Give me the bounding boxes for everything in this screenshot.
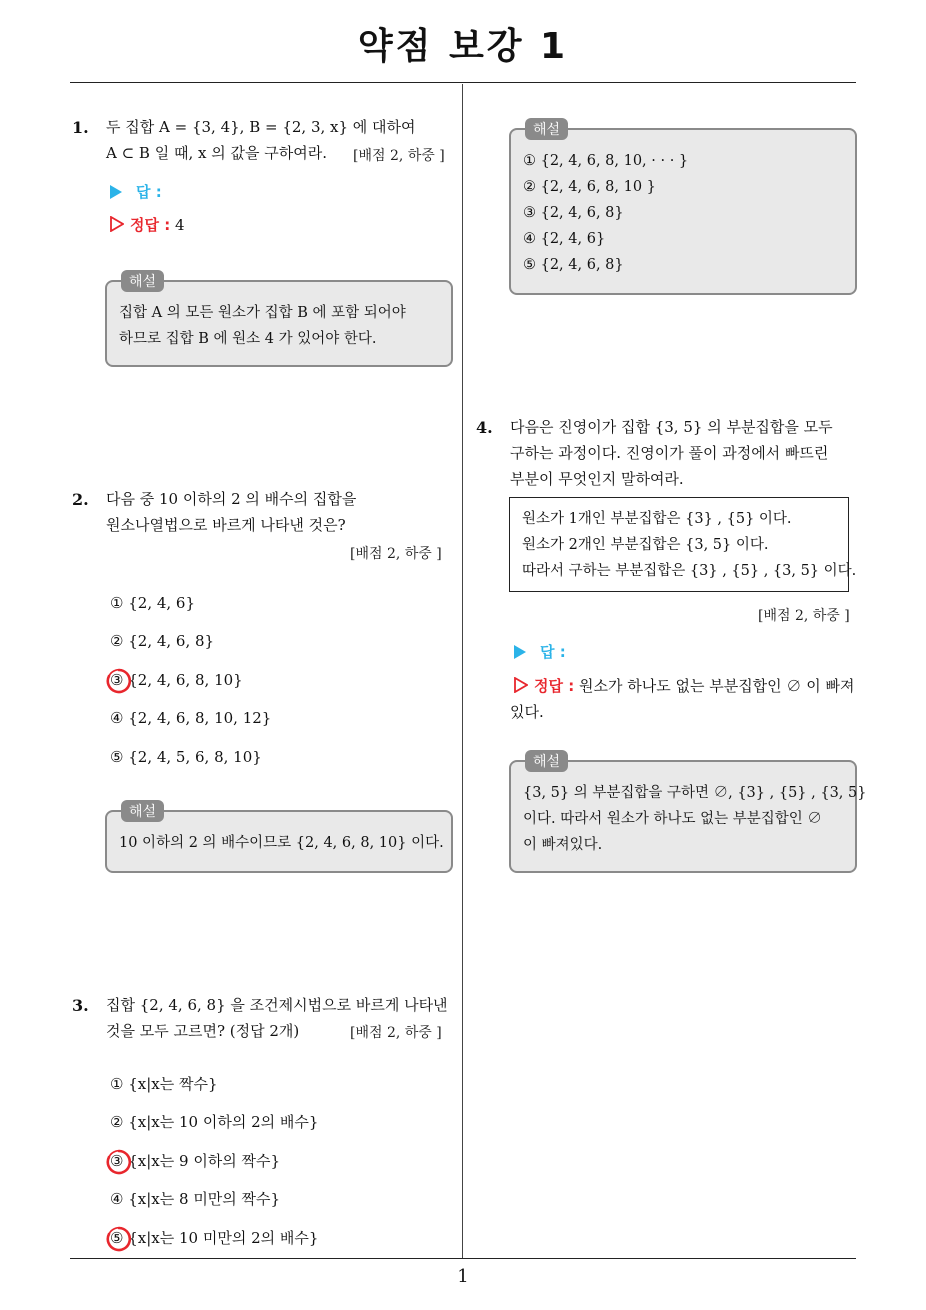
- open-triangle-icon: [514, 677, 528, 693]
- explanation-text: 이 빠져있다.: [523, 837, 603, 853]
- question-text: 다음은 진영이가 집합 {3, 5} 의 부분집합을 모두: [510, 418, 833, 436]
- explanation-box: [509, 122, 857, 295]
- column-divider: [462, 84, 463, 1258]
- option-4[interactable]: ④ {2, 4, 6, 8, 10, 12}: [110, 709, 272, 727]
- question-text: 두 집합 A = {3, 4}, B = {2, 3, x} 에 대하여: [106, 118, 416, 136]
- explanation-box: [105, 804, 453, 873]
- explanation-text: 10 이하의 2 의 배수이므로 {2, 4, 6, 8, 10} 이다.: [119, 835, 444, 851]
- option-2[interactable]: ② {2, 4, 6, 8}: [110, 632, 215, 650]
- question-text: 것을 모두 고르면? (정답 2개): [106, 1022, 300, 1040]
- answer-line[interactable]: [514, 641, 566, 662]
- explanation-text: 하므로 집합 B 에 원소 4 가 있어야 한다.: [119, 331, 377, 347]
- answer-line[interactable]: [110, 181, 162, 202]
- question-number: 1.: [72, 118, 89, 137]
- question-text: 집합 {2, 4, 6, 8} 을 조건제시법으로 바르게 나타낸: [106, 996, 448, 1014]
- explanation-text: ⑤ {2, 4, 6, 8}: [523, 257, 624, 273]
- red-circle-mark-icon: [105, 1148, 133, 1176]
- header-rule: [70, 82, 856, 83]
- option-2[interactable]: ② {x|x는 10 이하의 2의 배수}: [110, 1113, 319, 1131]
- question-number: 4.: [476, 418, 493, 437]
- question-text: 다음 중 10 이하의 2 의 배수의 집합을: [106, 490, 357, 508]
- question-text: 원소나열법으로 바르게 나타낸 것은?: [106, 516, 346, 534]
- page-title: 약점 보강 1: [357, 26, 569, 67]
- red-circle-mark-icon: [105, 1225, 133, 1253]
- question-meta: [배점 2, 하중 ]: [353, 148, 445, 164]
- explanation-text: ④ {2, 4, 6}: [523, 231, 606, 247]
- question-text: 구하는 과정이다. 진영이가 풀이 과정에서 빠뜨린: [510, 444, 829, 462]
- option-3[interactable]: ③ {2, 4, 6, 8, 10}: [110, 671, 243, 689]
- explanation-text: 집합 A 의 모든 원소가 집합 B 에 포함 되어야: [119, 305, 406, 321]
- filled-triangle-icon: [514, 645, 526, 659]
- explanation-text: 이다. 따라서 원소가 하나도 없는 부분집합인 ∅: [523, 811, 822, 827]
- question-meta: [배점 2, 하중 ]: [350, 1025, 442, 1041]
- correct-value: 4: [174, 216, 185, 234]
- explanation-box: [105, 274, 453, 367]
- explanation-text: ① {2, 4, 6, 8, 10, · · · }: [523, 153, 689, 169]
- option-4[interactable]: ④ {x|x는 8 미만의 짝수}: [110, 1190, 281, 1208]
- correct-answer-line: [514, 673, 854, 699]
- option-5[interactable]: ⑤ {x|x는 10 미만의 2의 배수}: [110, 1227, 318, 1248]
- option-1[interactable]: ① {x|x는 짝수}: [110, 1075, 218, 1093]
- footer-rule: [70, 1258, 856, 1259]
- option-1[interactable]: ① {2, 4, 6}: [110, 594, 196, 612]
- explanation-tag: 해설: [121, 270, 164, 292]
- explanation-tag: 해설: [525, 750, 568, 772]
- correct-answer-line: 있다.: [510, 703, 544, 721]
- correct-answer-line: [110, 212, 185, 238]
- question-text: A ⊂ B 일 때, x 의 값을 구하여라.: [106, 144, 327, 162]
- correct-label: 정답 :: [130, 216, 171, 234]
- process-line: 원소가 2개인 부분집합은 {3, 5} 이다.: [522, 537, 769, 553]
- explanation-tag: 해설: [121, 800, 164, 822]
- option-3[interactable]: ③ {x|x는 9 이하의 짝수}: [110, 1150, 280, 1171]
- explanation-text: ③ {2, 4, 6, 8}: [523, 205, 624, 221]
- solution-process-box: [509, 497, 857, 592]
- question-meta: [배점 2, 하중 ]: [350, 546, 442, 562]
- process-line: 따라서 구하는 부분집합은 {3} , {5} , {3, 5} 이다.: [522, 563, 857, 579]
- question-meta: [배점 2, 하중 ]: [758, 608, 850, 624]
- question-number: 2.: [72, 490, 89, 509]
- option-5[interactable]: ⑤ {2, 4, 5, 6, 8, 10}: [110, 748, 262, 766]
- correct-label: 정답 :: [534, 677, 575, 695]
- explanation-text: {3, 5} 의 부분집합을 구하면 ∅, {3} , {5} , {3, 5}: [523, 785, 867, 801]
- question-text: 부분이 무엇인지 말하여라.: [510, 470, 684, 488]
- answer-label: 답 :: [540, 643, 566, 661]
- answer-label: 답 :: [136, 183, 162, 201]
- red-circle-mark-icon: [105, 667, 133, 695]
- process-line: 원소가 1개인 부분집합은 {3} , {5} 이다.: [522, 511, 792, 527]
- page-number: 1: [457, 1266, 469, 1287]
- explanation-tag: 해설: [525, 118, 568, 140]
- correct-value: 원소가 하나도 없는 부분집합인 ∅ 이 빠져: [578, 677, 855, 695]
- explanation-text: ② {2, 4, 6, 8, 10 }: [523, 179, 656, 195]
- question-number: 3.: [72, 996, 89, 1015]
- open-triangle-icon: [110, 216, 124, 232]
- filled-triangle-icon: [110, 185, 122, 199]
- explanation-box: [509, 754, 867, 873]
